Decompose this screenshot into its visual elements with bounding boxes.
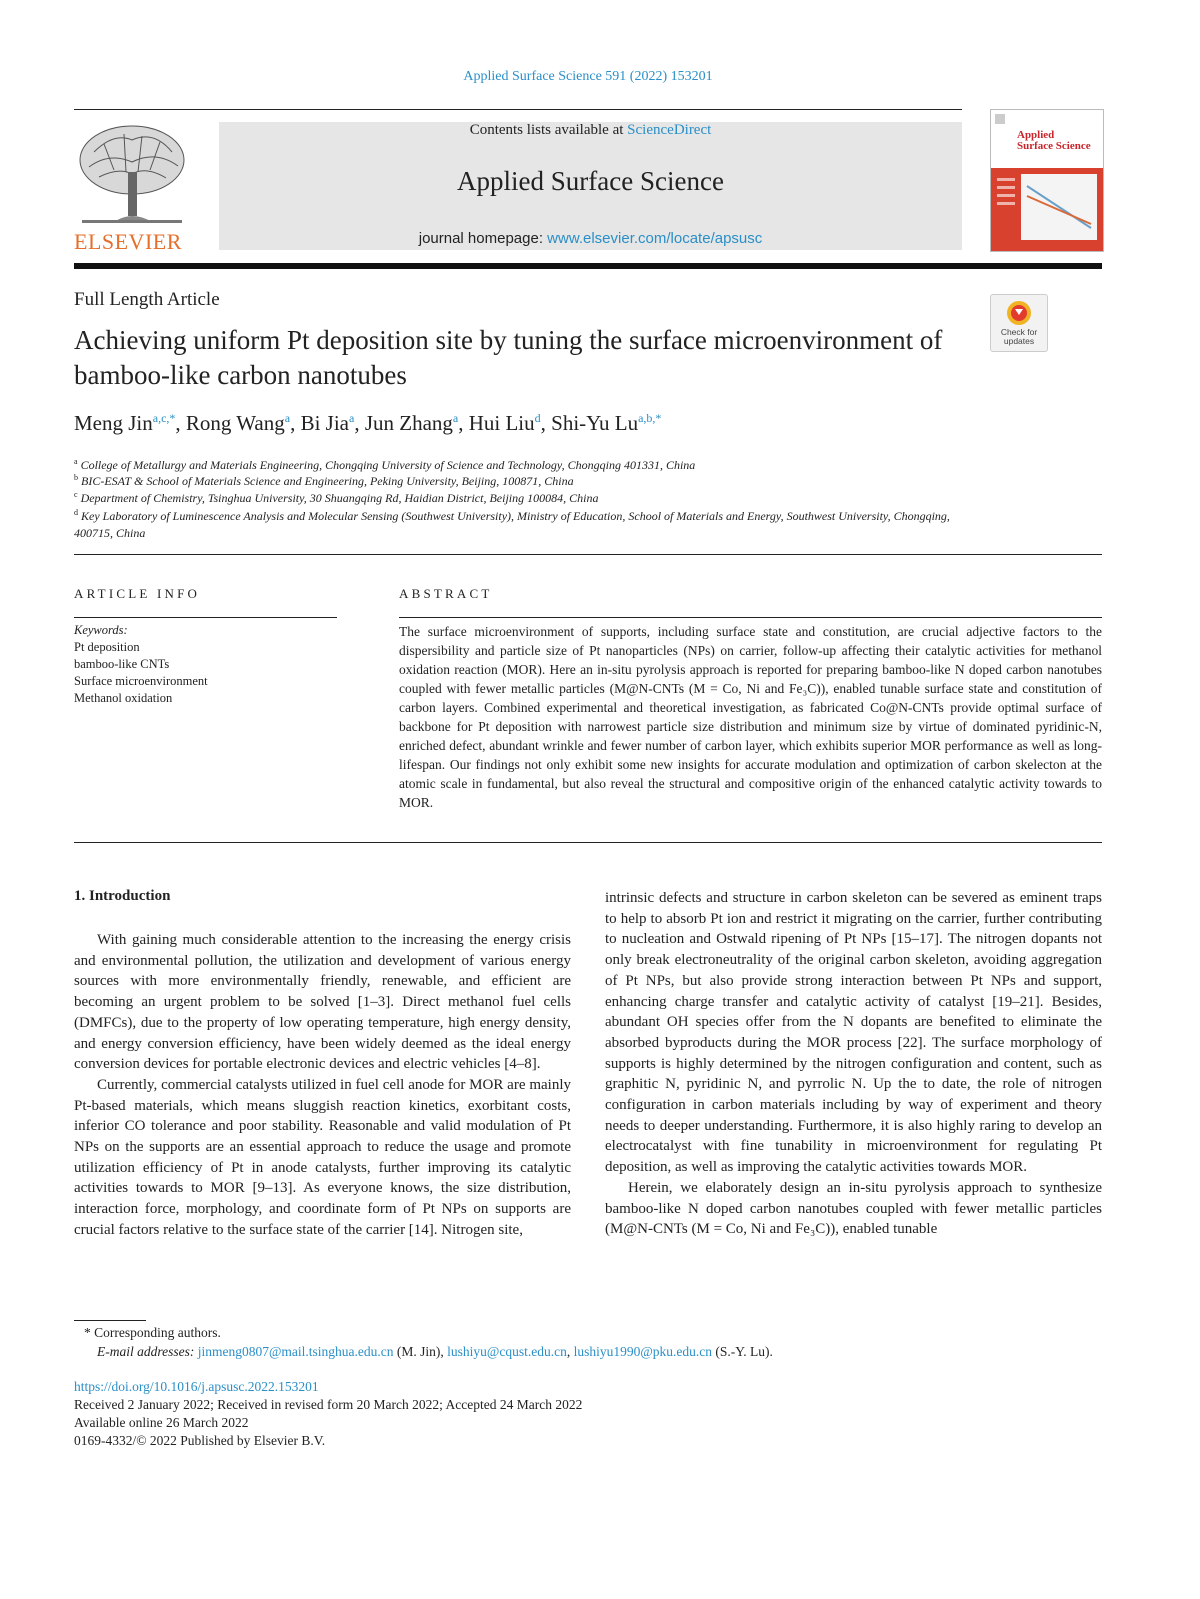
right-column — [605, 888, 1102, 1240]
author-name[interactable]: Meng Jin — [74, 411, 153, 435]
affiliation-text: Key Laboratory of Luminescence Analysis and Molecular Sensing (Southwest University), Ministry of Education, School of Materials and Energy, Southwest University, Chongqing, 400715, China — [74, 509, 950, 540]
affiliation-text: BIC-ESAT & School of Materials Science and Engineering, Peking University, Beijing, 100871, China — [81, 474, 574, 488]
affiliation-text: Department of Chemistry, Tsinghua University, 30 Shuangqing Rd, Haidian District, Beijing 100084, China — [80, 491, 599, 505]
keyword: Pt deposition — [74, 640, 140, 654]
header-thick-rule — [74, 263, 1102, 269]
keywords-block — [74, 622, 208, 707]
email-link[interactable]: lushiyu@cqust.edu.cn — [447, 1344, 567, 1359]
elsevier-tree-logo — [74, 122, 190, 226]
check-updates-line1: Check for — [1000, 327, 1038, 337]
intro-paragraph-4: Herein, we elaborately design an in-situ pyrolysis approach to synthesize bamboo-like N doped carbon nanotubes coupled with fewer metallic particles (M@N-CNTs (M = Co, Ni and Fe₃C)), enabled tunable — [605, 1179, 1102, 1238]
author-name[interactable]: Rong Wang — [185, 411, 285, 435]
affiliation-mark: a — [74, 457, 78, 466]
intro-paragraph-2: Currently, commercial catalysts utilized in fuel cell anode for MOR are mainly Pt-based materials, which means sluggish reaction kinetics, exorbitant costs, inferior CO tolerance and poor stability. Reasonable and valid modulation of Pt NPs on the supports are an essential approach to reduce the usage and promote utilization efficiency of Pt in anode catalysts, further improving its catalytic activities towards to MOR [9–13]. As everyone knows, the size distribution, interaction force, morphology, and coordinate form of Pt NPs on supports are crucial factors relative to the surface state of the carrier [14]. Nitrogen site, — [74, 1076, 571, 1238]
journal-cover-thumbnail[interactable] — [990, 109, 1104, 252]
affiliation-rule — [74, 554, 1102, 555]
author-affil-mark[interactable]: a — [349, 411, 355, 425]
cover-graphic-band — [991, 168, 1103, 251]
journal-banner — [219, 122, 962, 250]
email-link[interactable]: lushiyu1990@pku.edu.cn — [573, 1344, 712, 1359]
cover-title-line1: Applied — [1017, 129, 1055, 141]
keywords-label: Keywords: — [74, 623, 128, 637]
left-column — [74, 930, 571, 1241]
email-owner: (M. Jin), — [393, 1344, 448, 1359]
affiliation — [74, 504, 964, 542]
sciencedirect-link[interactable]: ScienceDirect — [627, 122, 712, 138]
author-affil-mark[interactable]: a — [284, 411, 291, 425]
affiliation-mark: c — [74, 490, 78, 499]
article-title: Achieving uniform Pt deposition site by tuning the surface microenvironment of bamboo-like carbon nanotubes — [74, 325, 943, 390]
email-line — [97, 1343, 773, 1361]
received-dates: Received 2 January 2022; Received in revised form 20 March 2022; Accepted 24 March 2022 — [74, 1397, 583, 1412]
email-separator: , — [566, 1344, 574, 1359]
article-info-heading: ARTICLE INFO — [74, 586, 201, 601]
section-heading-introduction: 1. Introduction — [74, 888, 171, 904]
article-type: Full Length Article — [74, 289, 220, 310]
homepage-link[interactable]: www.elsevier.com/locate/apsusc — [547, 230, 763, 247]
check-updates-line2: updates — [1003, 336, 1035, 346]
cover-title — [1017, 130, 1091, 152]
journal-title: Applied Surface Science — [457, 166, 724, 196]
email-owner: (S.-Y. Lu). — [712, 1344, 773, 1359]
doi-link[interactable]: https://doi.org/10.1016/j.apsusc.2022.153201 — [74, 1379, 319, 1394]
intro-paragraph-1: With gaining much considerable attention to the increasing the energy crisis and environmental pollution, the utilization and development of various energy sources with more environmentally friendly, renewable, and efficient are becoming an urgent problem to be solved [1–3]. Direct methanol fuel cells (DMFCs), due to the property of low operating temperature, high energy density, and energy conversion efficiency, have been widely deemed as the ideal energy conversion devices for portable electronic devices and electric vehicles [4–8]. — [74, 932, 571, 1073]
article-info-rule — [74, 617, 337, 618]
check-updates-caption — [991, 328, 1047, 346]
author-affil-mark[interactable]: a,c,* — [152, 411, 176, 425]
intro-paragraph-3: intrinsic defects and structure in carbon skeleton can be severed as eminent traps to help to absorb Pt ion and restrict it migrating on the carrier, further contributing to nucleation and Ostwald ripening of Pt NPs [15–17]. The nitrogen dopants not only break electroneutrality of the original carbon skeleton, avoiding aggregation of Pt NPs, but also provide strong interaction between Pt NPs and support, enhancing charge transfer and catalytic activity of catalyst [19–21]. Besides, abundant OH species offer from the N dopants are benefited to eliminate the absorbed byproducts during the MOR process [22]. The surface morphology of supports is highly determined by the nitrogen configuration and content, such as graphitic N, pyridinic N, and pyrrolic N. Up the to date, the role of nitrogen configuration in carbon materials including by way of experiment and theory needs to deeper understanding. Furthermore, it is also highly raring to develop an electrocatalyst with fine tunability in microenvironment for regulating Pt deposition, as well as improving the catalytic activities towards MOR. — [605, 890, 1102, 1176]
contents-line — [219, 122, 962, 139]
abstract-bottom-rule — [74, 842, 1102, 843]
author-name[interactable]: Jun Zhang — [364, 411, 453, 435]
affiliation-mark: d — [74, 508, 78, 517]
author-name[interactable]: Shi-Yu Lu — [551, 411, 639, 435]
publisher-logo-text: ELSEVIER — [74, 229, 182, 254]
homepage-line — [219, 230, 962, 247]
keyword: Methanol oxidation — [74, 691, 173, 705]
keyword: Surface microenvironment — [74, 674, 208, 688]
check-updates-icon — [991, 295, 1047, 329]
copyright: 0169-4332/© 2022 Published by Elsevier B.V. — [74, 1433, 326, 1448]
contents-prefix: Contents lists available at — [469, 122, 628, 138]
affiliation-mark: b — [74, 473, 78, 482]
author-affil-mark[interactable]: a,b,* — [638, 411, 662, 425]
check-for-updates-button[interactable] — [990, 294, 1048, 352]
author-name[interactable]: Bi Jia — [300, 411, 349, 435]
author-name[interactable]: Hui Liu — [468, 411, 535, 435]
abstract-rule — [399, 617, 1102, 618]
abstract-heading: ABSTRACT — [399, 586, 493, 601]
footnote-rule — [74, 1320, 146, 1321]
cover-title-line2: Surface Science — [1017, 140, 1091, 152]
homepage-prefix: journal homepage: — [418, 230, 548, 247]
journal-reference[interactable]: Applied Surface Science 591 (2022) 153201 — [463, 69, 713, 84]
cover-emblem — [995, 114, 1005, 124]
email-label: E-mail addresses: — [97, 1344, 195, 1359]
affiliation-text: College of Metallurgy and Materials Engineering, Chongqing University of Science and Technology, Chongqing 401331, China — [80, 458, 696, 472]
email-link[interactable]: jinmeng0807@mail.tsinghua.edu.cn — [197, 1344, 394, 1359]
header-rule — [74, 109, 962, 110]
corresponding-note: * Corresponding authors. — [84, 1325, 221, 1340]
keyword: bamboo-like CNTs — [74, 657, 170, 671]
abstract-text: The surface microenvironment of supports, including surface state and constitution, are crucial adjective factors to the dispersibility and particle size of Pt nanoparticles (NPs) on carrier, follow-up affecting their catalytic activities for methanol oxidation reaction (MOR). Here an in-situ pyrolysis approach is reported for preparing bamboo-like N doped carbon nanotubes coupled with fewer metallic particles (M@N-CNTs (M = Co, Ni and Fe₃C)), enabled tunable surface state and constitution of carbon layers. Combined experimental and theoretical investigation, as fabricated Co@N-CNTs provide optimal surface of backbone for Pt deposition with narrowest particle size distribution and minimum size by virtue of dominated pyridinic-N, enriched defect, abundant wrinkle and fewer number of carbon layer, which exhibits superior MOR performance as well as long-lifespan. Our findings not only exhibit some new insights for accurate modulation and optimization of carbon skelecton at the atomic scale in fundamental, but also reveal the structural and compositive origin of the enhanced catalytic activity towards to MOR. — [399, 624, 1102, 810]
available-online: Available online 26 March 2022 — [74, 1415, 249, 1430]
author-affil-mark[interactable]: d — [534, 411, 541, 425]
author-affil-mark[interactable]: a — [452, 411, 459, 425]
author-list: Meng Jin$^{a,c,*}$, Rong Wang$^a$, Bi Jia$^a$, Jun Zhang$^a$, Hui Liu$^d$, Shi-Yu $Lu^{a,b,*}$ — [74, 411, 662, 435]
